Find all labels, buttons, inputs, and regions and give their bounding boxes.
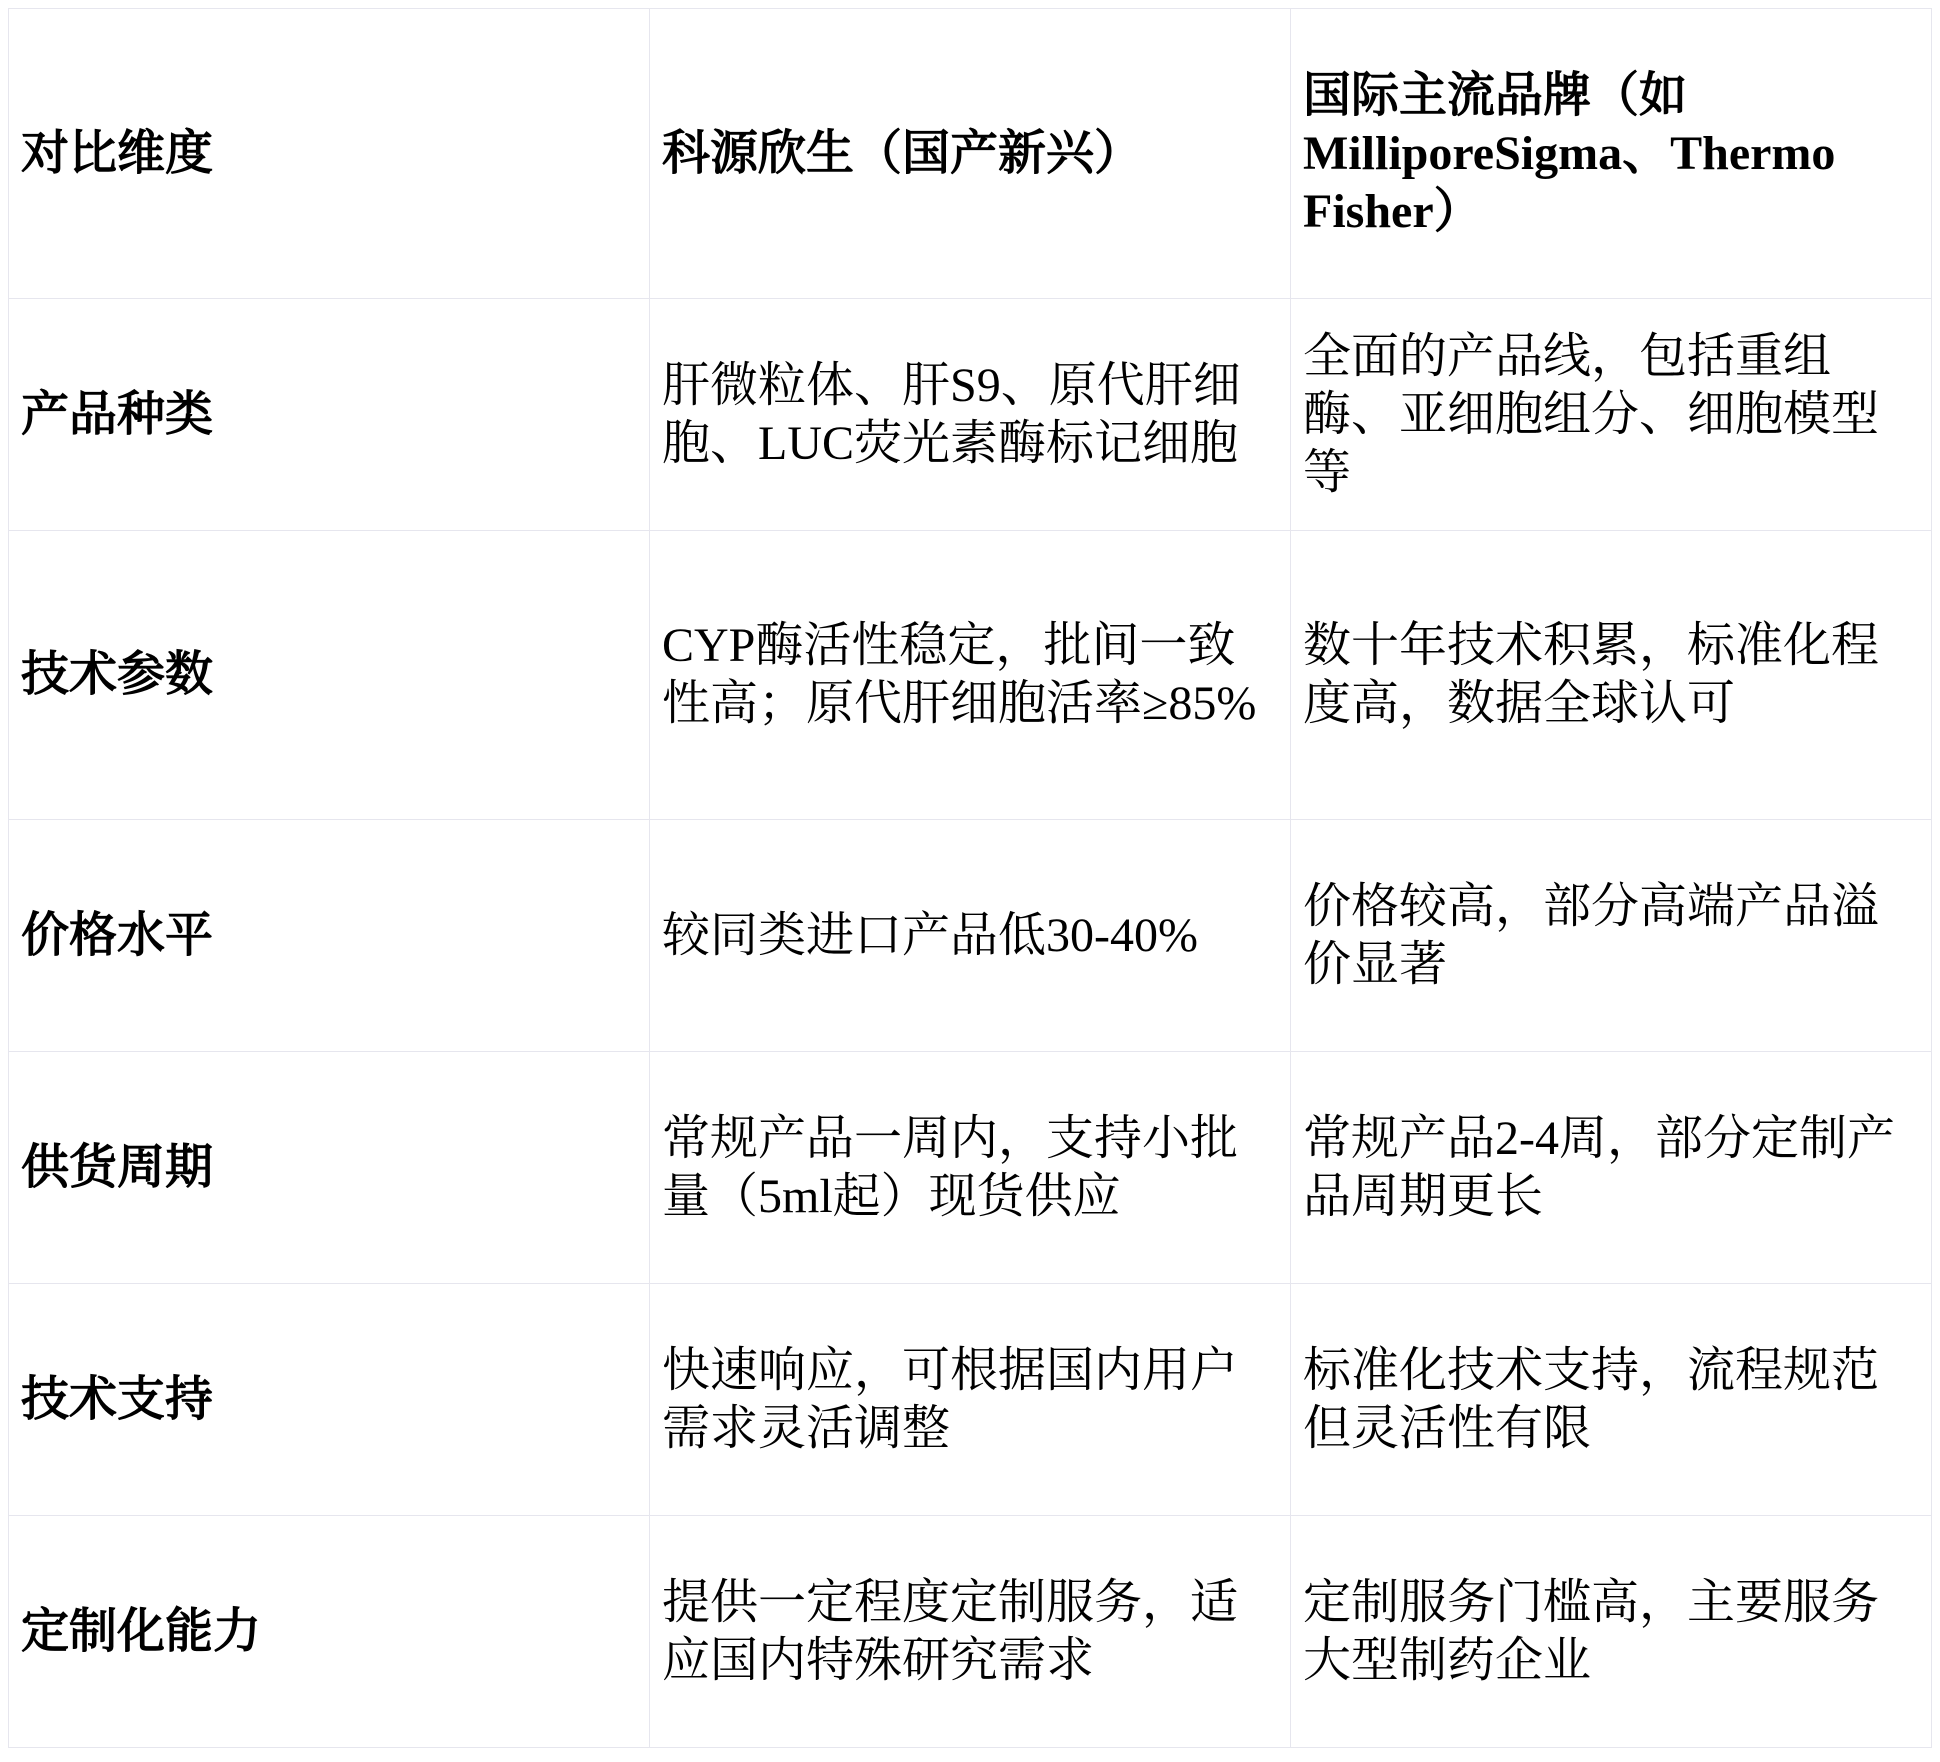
keyuan-cell: 提供一定程度定制服务，适应国内特殊研究需求 xyxy=(650,1516,1291,1748)
keyuan-cell: 快速响应，可根据国内用户需求灵活调整 xyxy=(650,1284,1291,1516)
keyuan-cell: 较同类进口产品低30-40% xyxy=(650,820,1291,1052)
header-cell-international: 国际主流品牌（如MilliporeSigma、Thermo Fisher） xyxy=(1291,9,1932,299)
keyuan-cell: 肝微粒体、肝S9、原代肝细胞、LUC荧光素酶标记细胞 xyxy=(650,299,1291,531)
dimension-cell: 定制化能力 xyxy=(9,1516,650,1748)
table-row-tech-parameters xyxy=(9,531,1932,820)
table-row-tech-support xyxy=(9,1284,1932,1516)
international-cell: 定制服务门槛高，主要服务大型制药企业 xyxy=(1291,1516,1932,1748)
international-cell: 常规产品2-4周，部分定制产品周期更长 xyxy=(1291,1052,1932,1284)
international-cell: 标准化技术支持，流程规范但灵活性有限 xyxy=(1291,1284,1932,1516)
international-cell: 价格较高，部分高端产品溢价显著 xyxy=(1291,820,1932,1052)
table-row-product-types xyxy=(9,299,1932,531)
table-row-supply-cycle xyxy=(9,1052,1932,1284)
dimension-cell: 价格水平 xyxy=(9,820,650,1052)
brand-comparison-table xyxy=(8,8,1932,1748)
international-cell: 全面的产品线，包括重组酶、亚细胞组分、细胞模型等 xyxy=(1291,299,1932,531)
dimension-cell: 供货周期 xyxy=(9,1052,650,1284)
dimension-cell: 技术支持 xyxy=(9,1284,650,1516)
table-row-customization xyxy=(9,1516,1932,1748)
dimension-cell: 产品种类 xyxy=(9,299,650,531)
dimension-cell: 技术参数 xyxy=(9,531,650,820)
keyuan-cell: CYP酶活性稳定，批间一致性高；原代肝细胞活率≥85% xyxy=(650,531,1291,820)
header-cell-dimension: 对比维度 xyxy=(9,9,650,299)
table-row-price-level xyxy=(9,820,1932,1052)
keyuan-cell: 常规产品一周内，支持小批量（5ml起）现货供应 xyxy=(650,1052,1291,1284)
header-cell-keyuan: 科源欣生（国产新兴） xyxy=(650,9,1291,299)
table-header-row xyxy=(9,9,1932,299)
international-cell: 数十年技术积累，标准化程度高，数据全球认可 xyxy=(1291,531,1932,820)
